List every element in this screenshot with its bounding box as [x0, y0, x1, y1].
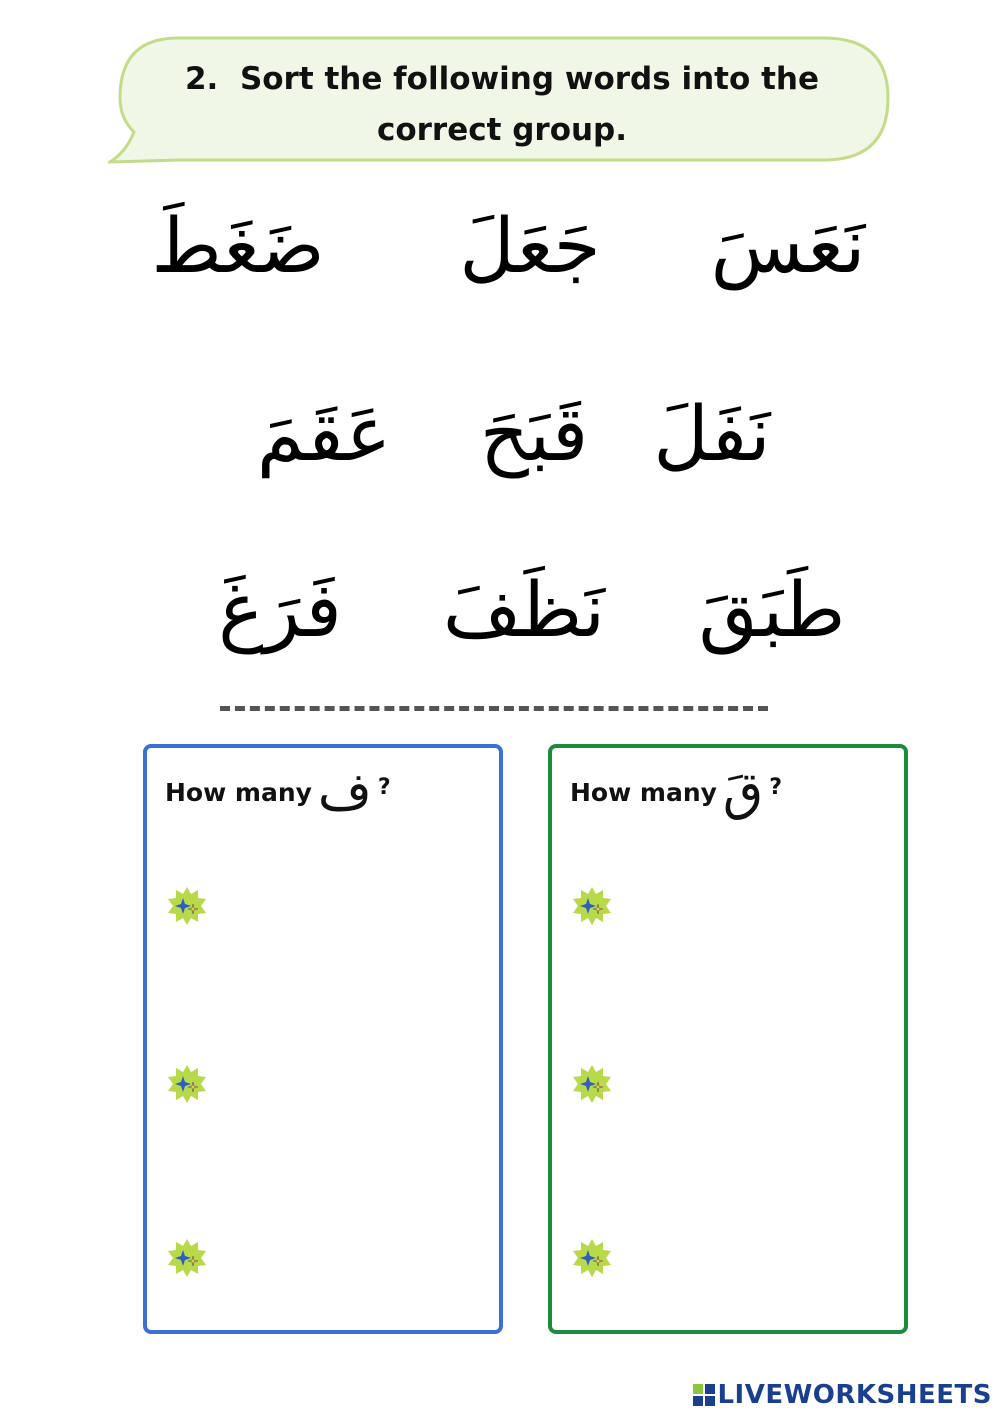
group-box-qaf[interactable]: [548, 744, 908, 1334]
sparkle-bullet-icon: [167, 886, 207, 926]
sparkle-bullet-icon: [167, 1064, 207, 1104]
sparkle-bullet-icon: [167, 1238, 207, 1278]
word-item[interactable]: فَرَغَ: [218, 565, 342, 654]
answer-slot[interactable]: [217, 1064, 477, 1104]
word-item[interactable]: نَعَسَ: [710, 201, 866, 290]
answer-slot[interactable]: [217, 886, 477, 926]
group-heading: [165, 762, 391, 822]
word-item[interactable]: نَظَفَ: [442, 565, 606, 654]
word-item[interactable]: نَفَلَ: [653, 389, 771, 478]
divider-dashed: [220, 706, 768, 711]
word-item[interactable]: قَبَحَ: [479, 389, 589, 478]
group-heading-suffix: ?: [769, 774, 783, 800]
answer-slot[interactable]: [622, 1238, 882, 1278]
group-heading: [570, 762, 783, 822]
footer-brand: LIVEWORKSHEETS: [717, 1380, 992, 1410]
sparkle-bullet-icon: [572, 1238, 612, 1278]
group-heading-prefix: How many: [570, 777, 717, 807]
liveworksheets-mark-icon: [693, 1384, 715, 1406]
word-item[interactable]: ضَغَطَ: [151, 201, 325, 290]
group-letter: ف: [317, 762, 372, 822]
word-item[interactable]: طَبَقَ: [698, 565, 846, 654]
word-item[interactable]: جَعَلَ: [459, 201, 601, 290]
instruction-line1: Sort the following words into the: [239, 61, 819, 97]
liveworksheets-logo[interactable]: [693, 1380, 992, 1410]
instruction-text: [154, 54, 850, 156]
instruction-bubble: [114, 36, 890, 162]
instruction-line2: correct group.: [376, 112, 628, 148]
group-heading-suffix: ?: [377, 774, 391, 800]
sparkle-bullet-icon: [572, 1064, 612, 1104]
word-item[interactable]: عَقَمَ: [256, 389, 392, 478]
group-heading-prefix: How many: [165, 777, 312, 807]
sparkle-bullet-icon: [572, 886, 612, 926]
answer-slot[interactable]: [622, 886, 882, 926]
answer-slot[interactable]: [217, 1238, 477, 1278]
instruction-number: 2.: [184, 61, 219, 97]
group-letter: قَ: [722, 762, 764, 822]
group-box-fa[interactable]: [143, 744, 503, 1334]
answer-slot[interactable]: [622, 1064, 882, 1104]
